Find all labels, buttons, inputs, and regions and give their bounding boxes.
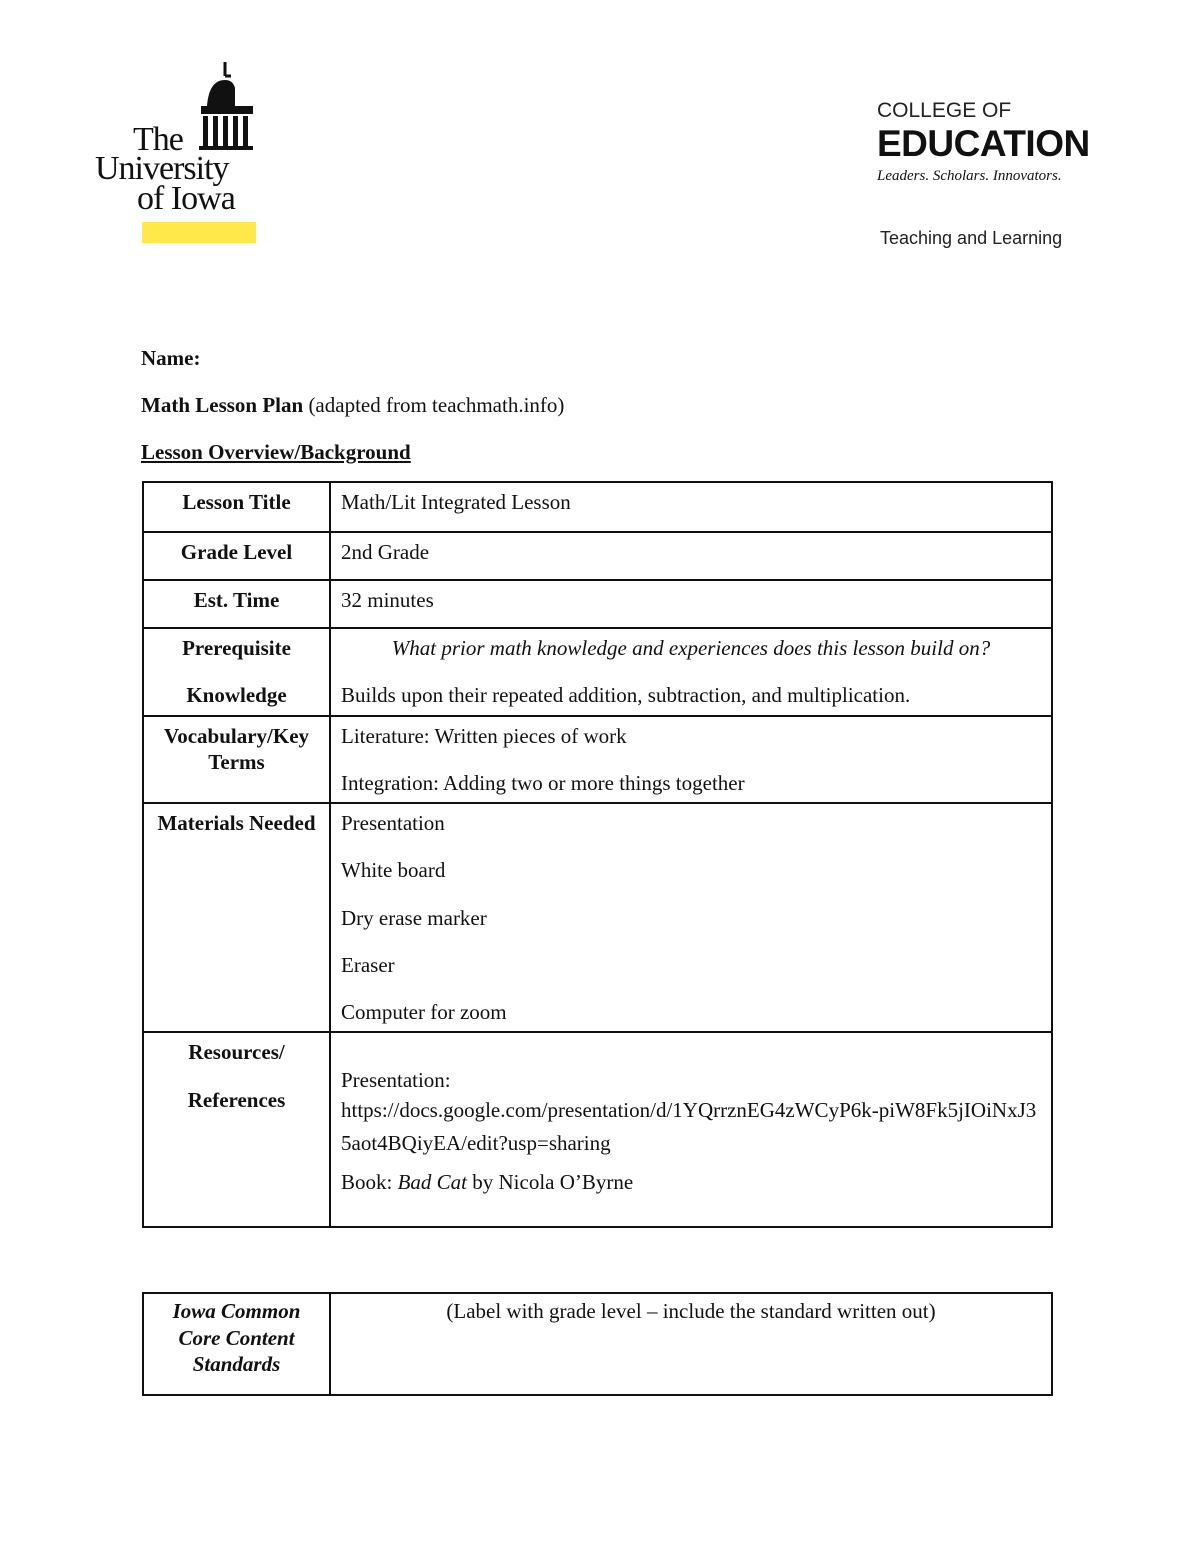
grade-level-value: 2nd Grade bbox=[330, 532, 1052, 580]
education-label: EDUCATION bbox=[877, 123, 1090, 164]
college-tagline: Leaders. Scholars. Innovators. bbox=[877, 168, 1062, 184]
materials-label: Materials Needed bbox=[143, 803, 330, 1032]
table-row-vocabulary bbox=[143, 716, 1052, 804]
grade-level-label: Grade Level bbox=[143, 532, 330, 580]
presentation-link-wrap bbox=[341, 1094, 1041, 1161]
table-row-est-time bbox=[143, 580, 1052, 628]
logo-word-of-iowa: of Iowa bbox=[137, 180, 235, 217]
presentation-link[interactable]: https://docs.google.com/presentation/d/1YQrrznEG4zWCyP6k-piW8Fk5jIOiNxJ35aot4BQiyEA/edit?usp=sharing bbox=[341, 1097, 1037, 1156]
materials-item: Dry erase marker bbox=[341, 905, 487, 930]
resources-label-line1: Resources/ bbox=[188, 1040, 285, 1065]
resources-label-line2: References bbox=[187, 1087, 286, 1112]
logo-gold-bar bbox=[142, 222, 256, 243]
vocabulary-item: Literature: Written pieces of work bbox=[341, 723, 627, 748]
presentation-label: Presentation: bbox=[341, 1068, 451, 1093]
vocabulary-item: Integration: Adding two or more things together bbox=[341, 770, 745, 795]
plan-title bbox=[141, 393, 564, 418]
table-row-materials bbox=[143, 803, 1052, 1032]
table-row-resources bbox=[143, 1032, 1052, 1227]
lesson-title-value: Math/Lit Integrated Lesson bbox=[330, 482, 1052, 532]
logo-word-university: University bbox=[95, 150, 229, 187]
est-time-value: 32 minutes bbox=[330, 580, 1052, 628]
book-title: Bad Cat bbox=[397, 1169, 468, 1194]
prerequisite-label-line2: Knowledge bbox=[186, 683, 287, 708]
book-reference bbox=[341, 1169, 1041, 1195]
vocabulary-value bbox=[330, 716, 1052, 804]
prerequisite-prompt: What prior math knowledge and experiences does this lesson build on? bbox=[391, 636, 991, 660]
resources-label bbox=[143, 1032, 330, 1227]
book-prefix: Book: bbox=[341, 1169, 398, 1194]
resources-value bbox=[330, 1032, 1052, 1227]
plan-title-bold: Math Lesson Plan bbox=[141, 393, 304, 417]
prerequisite-label bbox=[143, 628, 330, 716]
table-row-grade-level bbox=[143, 532, 1052, 580]
college-of-education-logo bbox=[877, 100, 1127, 185]
standards-label: Iowa Common Core Content Standards bbox=[143, 1293, 330, 1395]
table-row-prerequisite bbox=[143, 628, 1052, 716]
standards-table bbox=[142, 1292, 1053, 1396]
college-of-label: COLLEGE OF bbox=[877, 99, 1012, 122]
standards-value: (Label with grade level – include the standard written out) bbox=[330, 1293, 1052, 1395]
plan-title-source: (adapted from teachmath.info) bbox=[303, 393, 565, 417]
table-row-lesson-title bbox=[143, 482, 1052, 532]
department-name: Teaching and Learning bbox=[880, 228, 1063, 248]
section-heading: Lesson Overview/Background bbox=[141, 440, 411, 464]
lesson-overview-table bbox=[142, 481, 1053, 1228]
name-label: Name: bbox=[141, 346, 201, 370]
old-capitol-dome-icon bbox=[195, 58, 255, 158]
book-author: by Nicola O’Byrne bbox=[467, 1169, 634, 1194]
materials-value bbox=[330, 803, 1052, 1032]
prerequisite-label-line1: Prerequisite bbox=[182, 636, 291, 660]
university-of-iowa-logo bbox=[95, 58, 265, 248]
prerequisite-answer: Builds upon their repeated addition, subtraction, and multiplication. bbox=[341, 683, 911, 708]
prerequisite-value bbox=[330, 628, 1052, 716]
materials-item: Eraser bbox=[341, 952, 395, 977]
table-row-standards bbox=[143, 1293, 1052, 1395]
logo-word-the: The bbox=[133, 121, 183, 158]
est-time-label: Est. Time bbox=[143, 580, 330, 628]
vocabulary-label: Vocabulary/Key Terms bbox=[143, 716, 330, 804]
materials-item: White board bbox=[341, 858, 446, 883]
materials-item: Presentation bbox=[341, 811, 445, 835]
lesson-title-label: Lesson Title bbox=[143, 482, 330, 532]
materials-item: Computer for zoom bbox=[341, 1000, 507, 1024]
